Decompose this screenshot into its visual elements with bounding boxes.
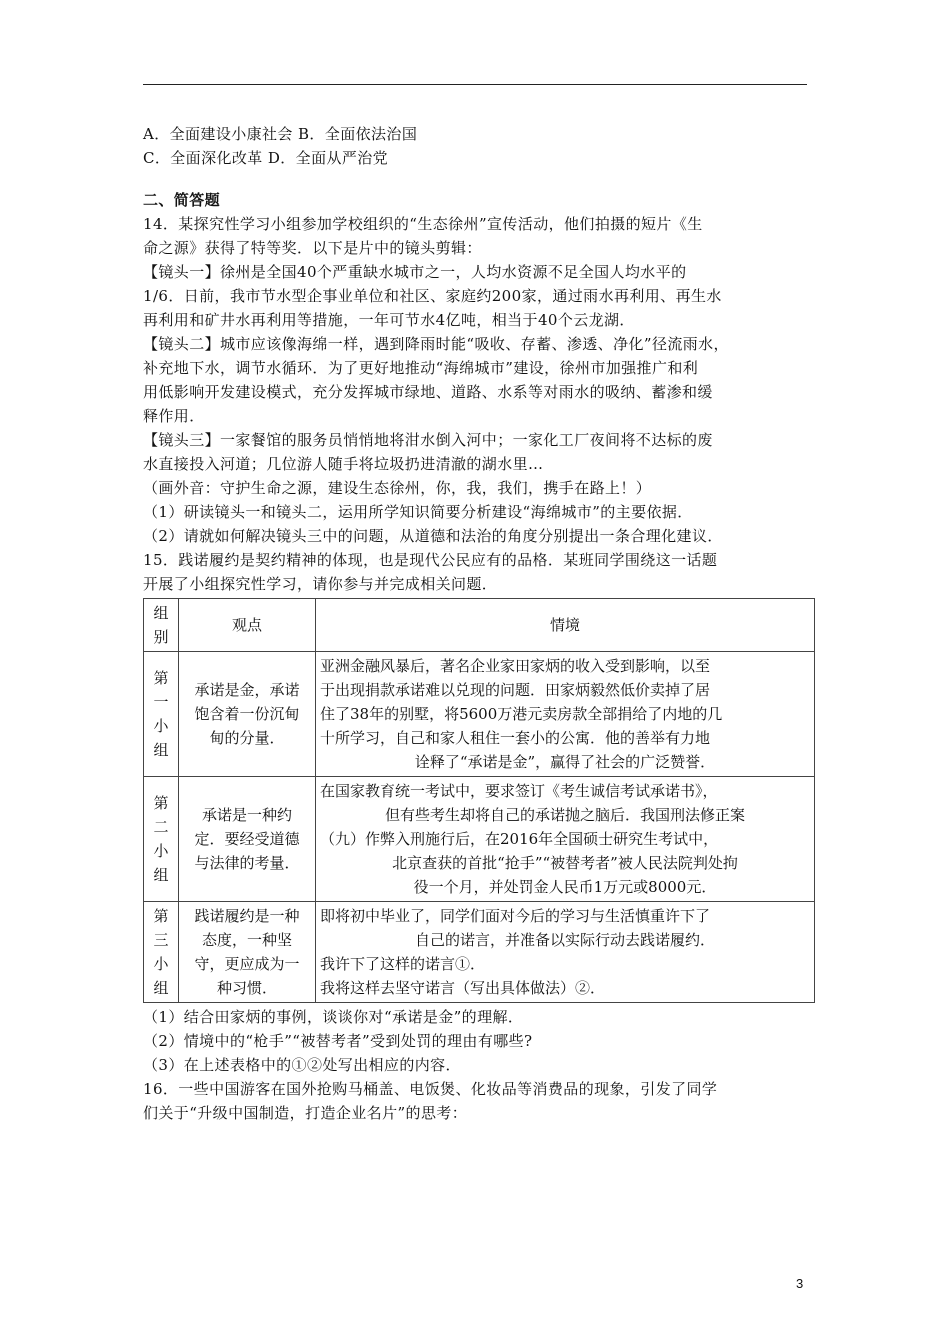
view-cell: 承诺是一种约 定．要经受道德 与法律的考量． [179,777,316,902]
q14-line: 命之源》获得了特等奖．以下是片中的镜头剪辑： [143,239,482,257]
q14-line: 水直接投入河道；几位游人随手将垃圾扔进清澈的湖水里… [143,455,544,473]
table-header-row [144,599,815,652]
context-cell: 在国家教育统一考试中，要求签订《考生诚信考试承诺书》， 但有些考生却将自己的承诺抛之脑后．我国刑法修正案 （九）作弊入刑施行后，在2016年全国硕士研究生考试中， 北京查获的首批“抢手”“被替考者”被人民法院判处拘 役一个月，并处罚金人民币1万元或8000元． [316,777,815,902]
header-group: 组 别 [144,599,179,652]
option-line: C．全面深化改革 D．全面从严治党 [143,149,389,167]
q14-line: 【镜头一】徐州是全国40个严重缺水城市之一，人均水资源不足全国人均水平的 [143,263,687,281]
question-16 [143,1077,815,1125]
q15-subquestion: （2）情境中的“枪手”“被替考者”受到处罚的理由有哪些? [143,1032,533,1050]
commitment-table [143,598,815,1003]
q16-line: 16．一些中国游客在国外抢购马桶盖、电饭煲、化妆品等消费品的现象，引发了同学 [143,1080,718,1098]
context-cell: 亚洲金融风暴后，著名企业家田家炳的收入受到影响，以至 于出现捐款承诺难以兑现的问题．田家炳毅然低价卖掉了居 住了38年的别墅，将5600万港元卖房款全部捐给了内地的几 十所学习，自己和家人租住一套小的公寓．他的善举有力地 诠释了“承诺是金”，赢得了社会的广泛赞誉． [316,652,815,777]
q14-line: 补充地下水，调节水循环．为了更好地推动“海绵城市”建设，徐州市加强推广和利 [143,359,699,377]
q14-line: 1/6．日前，我市节水型企事业单位和社区、家庭约200家，通过雨水再利用、再生水 [143,287,722,305]
q14-line: 释作用． [143,407,205,425]
header-view: 观点 [179,599,316,652]
question-14 [143,212,815,548]
q14-line: （画外音：守护生命之源，建设生态徐州，你，我，我们，携手在路上！） [143,479,652,497]
q14-line: （2）请就如何解决镜头三中的问题，从道德和法治的角度分别提出一条合理化建议． [143,527,723,545]
page-number: 3 [796,1276,804,1291]
q14-line: 用低影响开发建设模式，充分发挥城市绿地、道路、水系等对雨水的吸纳、蓄渗和缓 [143,383,713,401]
group-cell: 第 二 小 组 [144,777,179,902]
q15-line: 15．践诺履约是契约精神的体现，也是现代公民应有的品格．某班同学围绕这一话题 [143,551,718,569]
table-row [144,777,815,902]
header-context: 情境 [316,599,815,652]
q14-line: 14．某探究性学习小组参加学校组织的“生态徐州”宣传活动，他们拍摄的短片《生 [143,215,703,233]
page-content [143,122,815,1125]
q14-line: 【镜头三】一家餐馆的服务员悄悄地将泔水倒入河中；一家化工厂夜间将不达标的废 [143,431,713,449]
context-cell: 即将初中毕业了，同学们面对今后的学习与生活慎重许下了 自己的诺言，并准备以实际行动去践诺履约． 我许下了这样的诺言①． 我将这样去坚守诺言（写出具体做法）②． [316,902,815,1003]
header-rule [143,84,807,85]
group-cell: 第 一 小 组 [144,652,179,777]
group-cell: 第 三 小 组 [144,902,179,1003]
q14-line: （1）研读镜头一和镜头二，运用所学知识简要分析建设“海绵城市”的主要依据． [143,503,693,521]
question-15 [143,548,815,1077]
q15-subquestion: （1）结合田家炳的事例，谈谈你对“承诺是金”的理解． [143,1008,524,1026]
table-row [144,902,815,1003]
q15-subquestion: （3）在上述表格中的①②处写出相应的内容． [143,1056,461,1074]
q15-line: 开展了小组探究性学习，请你参与并完成相关问题． [143,575,498,593]
q13-options [143,122,815,170]
table-row [144,652,815,777]
view-cell: 承诺是金，承诺 饱含着一份沉甸 甸的分量． [179,652,316,777]
q16-line: 们关于“升级中国制造，打造企业名片”的思考： [143,1104,468,1122]
view-cell: 践诺履约是一种 态度，一种坚 守，更应成为一 种习惯． [179,902,316,1003]
q14-line: 【镜头二】城市应该像海绵一样，遇到降雨时能“吸收、存蓄、渗透、净化”径流雨水， [143,335,729,353]
section-title: 二、简答题 [143,191,221,209]
q14-line: 再利用和矿井水再利用等措施，一年可节水4亿吨，相当于40个云龙湖． [143,311,635,329]
option-line: A．全面建设小康社会 B．全面依法治国 [143,125,418,143]
